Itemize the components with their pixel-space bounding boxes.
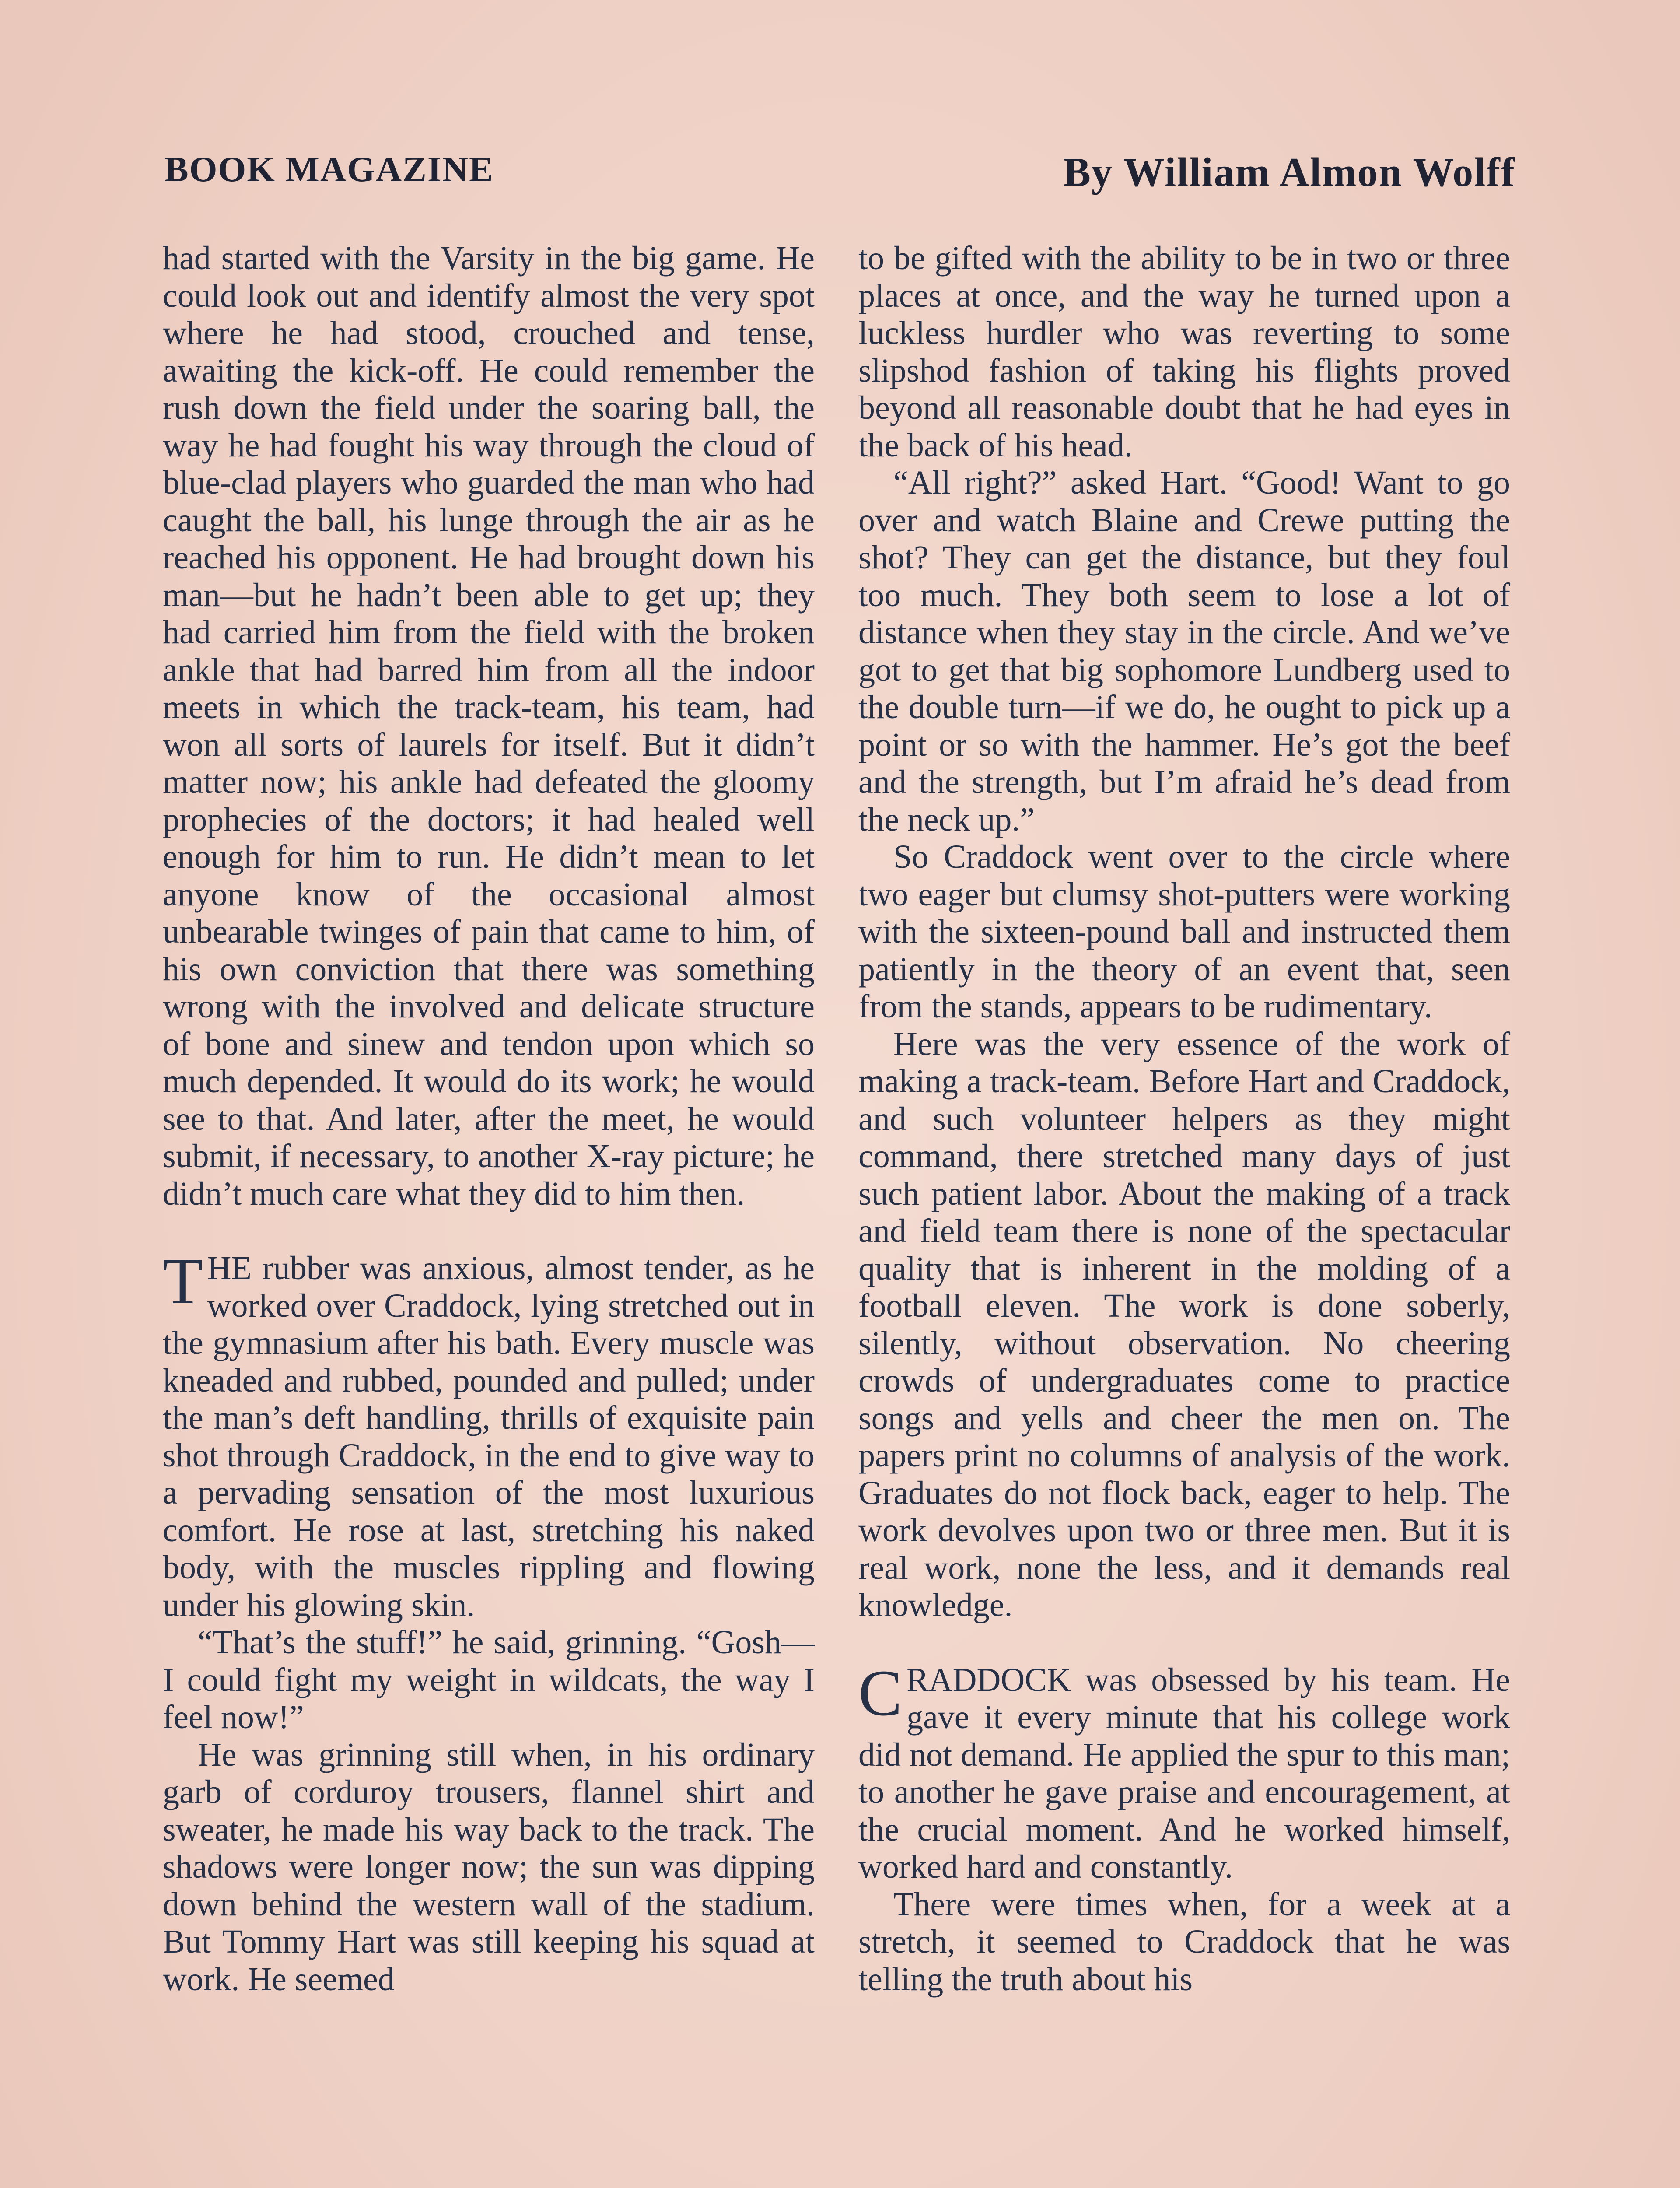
paragraph-text: HE rubber was anxious, almost tender, as he worked over Craddock, lying stretched out in the gymnasium after his bath. Every muscle was kneaded and rubbed, pounded and pulled; under the man’s deft handling, thrills of exquisite pain shot through Craddock, in the end to give way to a pervading sensation of the most luxurious comfort. He rose at last, stretching his naked body, with the muscles rippling and flowing under his glowing skin.: [163, 1250, 815, 1623]
paragraph: So Craddock went over to the circle where two eager but clumsy shot-putters were working with the sixteen-pound ball and instructed them patiently in the theory of an event that, seen from the stands, appears to be rudimentary.: [858, 838, 1510, 1025]
paragraph: He was grinning still when, in his ordinary garb of corduroy trousers, flannel shirt and sweater, he made his way back to the track. The shadows were longer now; the sun was dipping down behind the western wall of the stadium. But Tommy Hart was still keeping his squad at work. He seemed: [163, 1736, 815, 1998]
paragraph: There were times when, for a week at a stretch, it seemed to Craddock that he was telling the truth about his: [858, 1886, 1510, 1998]
right-column: [858, 240, 1510, 1998]
paragraph: to be gifted with the ability to be in two or three places at once, and the way he turned upon a luckless hurdler who was reverting to some slipshod fashion of taking his flights proved beyond all reasonable doubt that he had eyes in the back of his head.: [858, 240, 1510, 464]
author-byline: By William Almon Wolff: [1063, 150, 1516, 195]
drop-cap: T: [163, 1245, 203, 1318]
drop-cap: C: [858, 1656, 903, 1729]
left-column: [163, 240, 815, 1998]
magazine-title: BOOK MAGAZINE: [164, 149, 494, 189]
paragraph: “That’s the stuff!” he said, grinning. “Gosh—I could fight my weight in wildcats, the way I feel now!”: [163, 1624, 815, 1736]
paragraph: Here was the very essence of the work of making a track-team. Before Hart and Craddock, and such volunteer helpers as they might command, there stretched many days of just such patient labor. About the making of a track and field team there is none of the spectacular quality that is inherent in the molding of a football eleven. The work is done soberly, silently, without observation. No cheering crowds of undergraduates come to practice songs and yells and cheer the men on. The papers print no columns of analysis of the work. Graduates do not flock back, eager to help. The work devolves upon two or three men. But it is real work, none the less, and it demands real knowledge.: [858, 1025, 1510, 1623]
paragraph-text: RADDOCK was obsessed by his team. He gave it every minute that his college work did not demand. He applied the spur to this man; to another he gave praise and encouragement, at the crucial moment. And he worked himself, worked hard and constantly.: [858, 1661, 1510, 1885]
paragraph: had started with the Varsity in the big game. He could look out and identify almost the very spot where he had stood, crouched and tense, awaiting the kick-off. He could remember the rush down the field under the soaring ball, the way he had fought his way through the cloud of blue-clad players who guarded the man who had caught the ball, his lunge through the air as he reached his opponent. He had brought down his man—but he hadn’t been able to get up; they had carried him from the field with the broken ankle that had barred him from all the indoor meets in which the track-team, his team, had won all sorts of laurels for itself. But it didn’t matter now; his ankle had defeated the gloomy prophecies of the doctors; it had healed well enough for him to run. He didn’t mean to let anyone know of the occasional almost unbearable twinges of pain that came to him, of his own conviction that there was something wrong with the involved and delicate structure of bone and sinew and tendon upon which so much depended. It would do its work; he would see to that. And later, after the meet, he would submit, if necessary, to another X-ray picture; he didn’t much care what they did to him then.: [163, 240, 815, 1212]
section-paragraph: [163, 1245, 815, 1624]
paragraph: “All right?” asked Hart. “Good! Want to go over and watch Blaine and Crewe putting the shot? They can get the distance, but they foul too much. They both seem to lose a lot of distance when they stay in the circle. And we’ve got to get that big sophomore Lundberg used to the double turn—if we do, he ought to pick up a point or so with the hammer. He’s got the beef and the strength, but I’m afraid he’s dead from the neck up.”: [858, 464, 1510, 838]
section-paragraph: [858, 1656, 1510, 1886]
